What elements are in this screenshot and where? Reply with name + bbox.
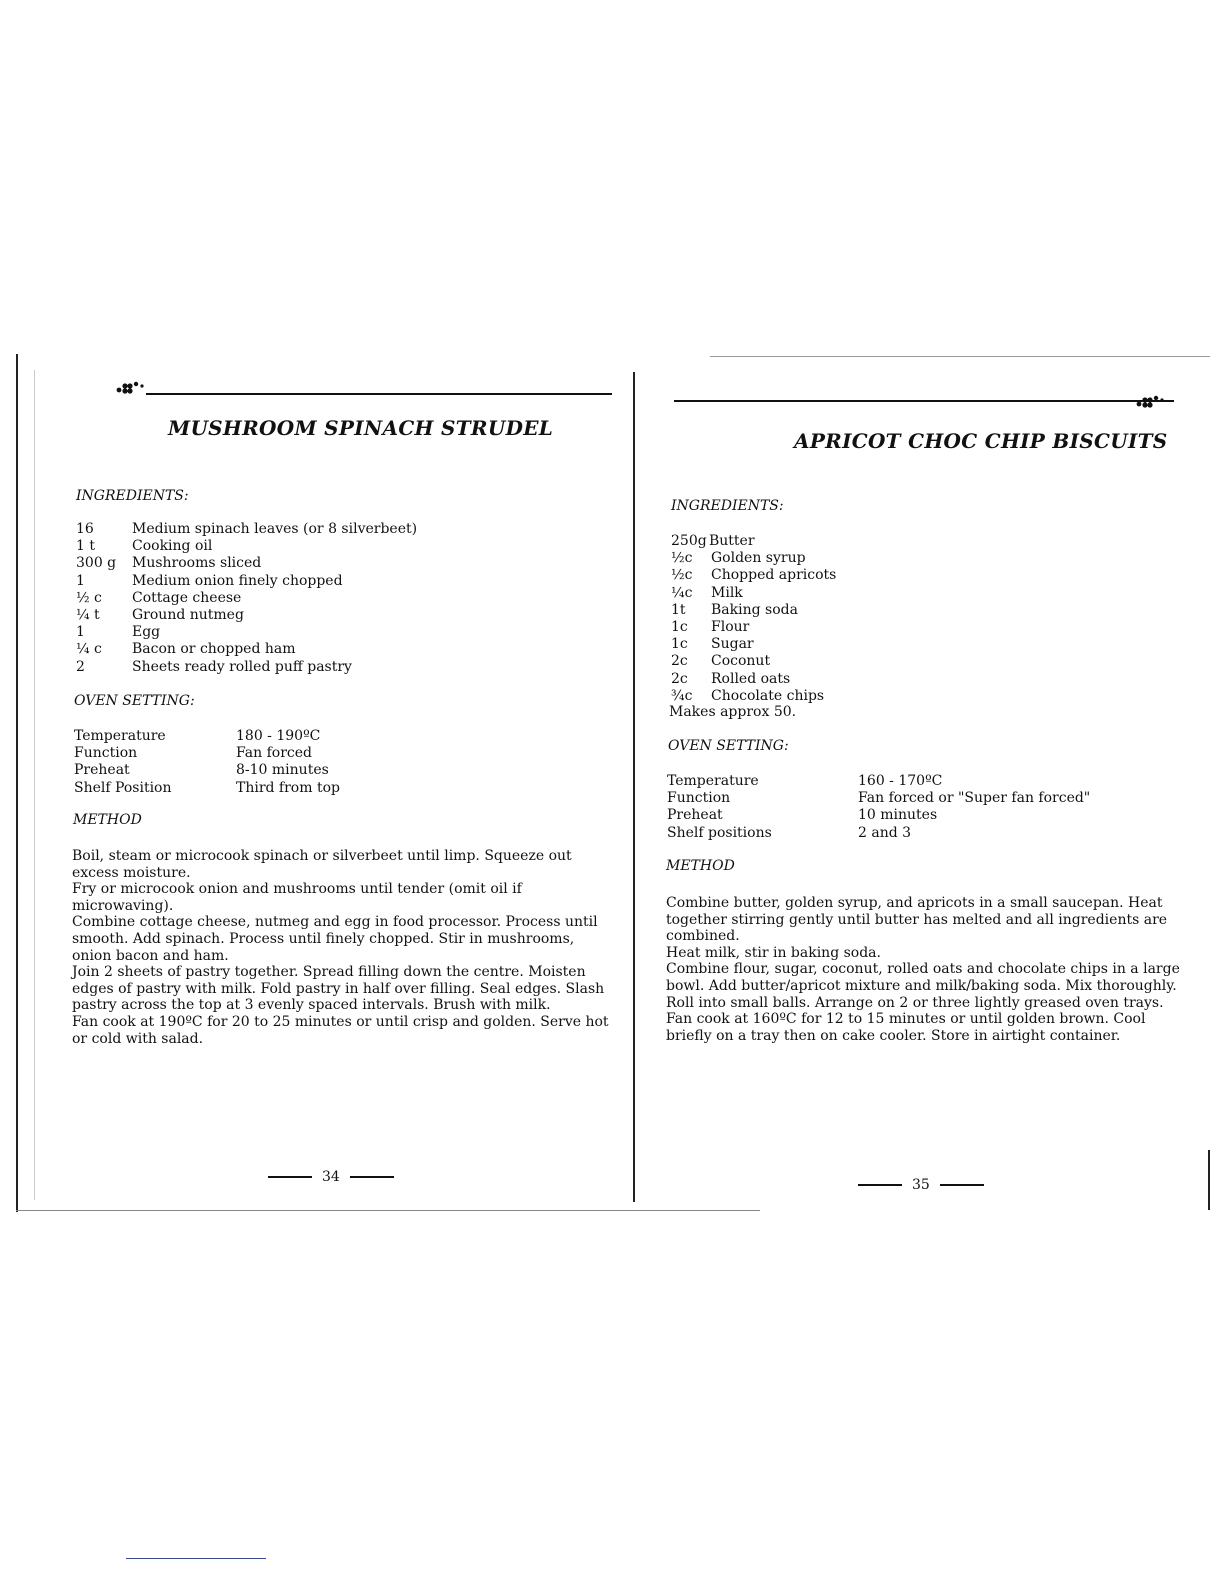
method-step: Combine flour, sugar, coconut, rolled oats and chocolate chips in a large bowl. Add butter/apricot mixture and milk/baking soda. Mix thoroughly. Roll into small balls. Arrange on 2 or three lightly greased oven trays. Fan cook at 160ºC for 12 to 15 minutes or until golden brown. Cool briefly on a tray then on cake cooler. Store in airtight container. xyxy=(666,961,1180,1044)
list-item: ½c Chopped apricots xyxy=(671,567,837,584)
oven-setting-row: Temperature 160 - 170ºC xyxy=(667,773,943,789)
method-step: Fry or microcook onion and mushrooms until tender (omit oil if microwaving). xyxy=(72,881,522,914)
flower-ornament-icon xyxy=(1136,395,1168,409)
method-step: Boil, steam or microcook spinach or silverbeet until limp. Squeeze out excess moisture. xyxy=(72,848,572,881)
ingredients-heading: INGREDIENTS: xyxy=(76,488,189,504)
dash-right xyxy=(940,1184,984,1186)
list-item: 1t Baking soda xyxy=(671,601,798,618)
page-number: 35 xyxy=(858,1177,984,1193)
oven-settings-list xyxy=(667,773,1127,842)
page-number: 34 xyxy=(268,1169,394,1185)
list-item: 1 t Cooking oil xyxy=(76,538,213,555)
method-step: Combine cottage cheese, nutmeg and egg in food processor. Process until smooth. Add spinach. Process until finely chopped. Stir in mushrooms, onion bacon and ham. xyxy=(72,914,598,964)
oven-setting-row: Preheat 8-10 minutes xyxy=(74,762,329,779)
oven-setting-row: Shelf positions 2 and 3 xyxy=(667,824,912,841)
dash-left xyxy=(268,1176,312,1178)
oven-setting-heading: OVEN SETTING: xyxy=(668,738,789,754)
ingredients-list xyxy=(671,533,931,705)
dash-left xyxy=(858,1184,902,1186)
list-item: 2 Sheets ready rolled puff pastry xyxy=(76,658,352,675)
oven-settings-list xyxy=(74,728,394,797)
list-item: ¼ t Ground nutmeg xyxy=(76,606,244,623)
method-heading: METHOD xyxy=(666,858,735,874)
method-step: Combine butter, golden syrup, and apricots in a small saucepan. Heat together stirring gently until butter has melted and all ingredients are combined. xyxy=(666,895,1168,945)
recipe-title: MUSHROOM SPINACH STRUDEL xyxy=(168,416,554,440)
oven-setting-row: Function Fan forced xyxy=(74,745,312,762)
list-item: 250g Butter xyxy=(671,533,755,549)
header-rule xyxy=(674,400,1174,402)
oven-setting-row: Shelf Position Third from top xyxy=(74,779,340,796)
yield-note: Makes approx 50. xyxy=(669,704,797,720)
list-item: ¼c Milk xyxy=(671,584,743,601)
list-item: 2c Rolled oats xyxy=(671,670,791,687)
oven-setting-row: Temperature 180 - 190ºC xyxy=(74,728,321,744)
method-heading: METHOD xyxy=(73,812,142,828)
method-step: Heat milk, stir in baking soda. xyxy=(666,944,881,961)
list-item: 300 g Mushrooms sliced xyxy=(76,555,262,572)
list-item: 1 Egg xyxy=(76,624,161,641)
oven-setting-heading: OVEN SETTING: xyxy=(74,693,195,709)
recipe-page-right xyxy=(640,0,1224,1584)
method-steps xyxy=(666,895,1186,1044)
flower-ornament-icon xyxy=(116,381,148,395)
list-item: ¾c Chocolate chips xyxy=(671,687,825,704)
method-steps xyxy=(72,848,612,1047)
list-item: 1c Sugar xyxy=(671,636,754,653)
list-item: ½ c Cottage cheese xyxy=(76,589,242,606)
ingredients-list xyxy=(76,521,476,676)
list-item: ¼ c Bacon or chopped ham xyxy=(76,641,296,658)
list-item: ½c Golden syrup xyxy=(671,550,806,567)
method-step: Join 2 sheets of pastry together. Spread filling down the centre. Moisten edges of pastry with milk. Fold pastry in half over filling. Seal edges. Slash pastry across the top at 3 evenly spaced intervals. Brush with milk. xyxy=(72,964,605,1014)
method-step: Fan cook at 190ºC for 20 to 25 minutes or until crisp and golden. Serve hot or cold with salad. xyxy=(72,1013,609,1047)
list-item: 16 Medium spinach leaves (or 8 silverbeet) xyxy=(76,521,418,537)
header-rule xyxy=(146,393,612,395)
ingredients-heading: INGREDIENTS: xyxy=(671,498,784,514)
oven-setting-row: Function Fan forced or "Super fan forced" xyxy=(667,790,1091,807)
dash-right xyxy=(350,1176,394,1178)
list-item: 1 Medium onion finely chopped xyxy=(76,572,343,589)
list-item: 2c Coconut xyxy=(671,653,771,670)
list-item: 1c Flour xyxy=(671,618,750,635)
recipe-title: APRICOT CHOC CHIP BISCUITS xyxy=(794,429,1168,453)
oven-setting-row: Preheat 10 minutes xyxy=(667,807,938,824)
